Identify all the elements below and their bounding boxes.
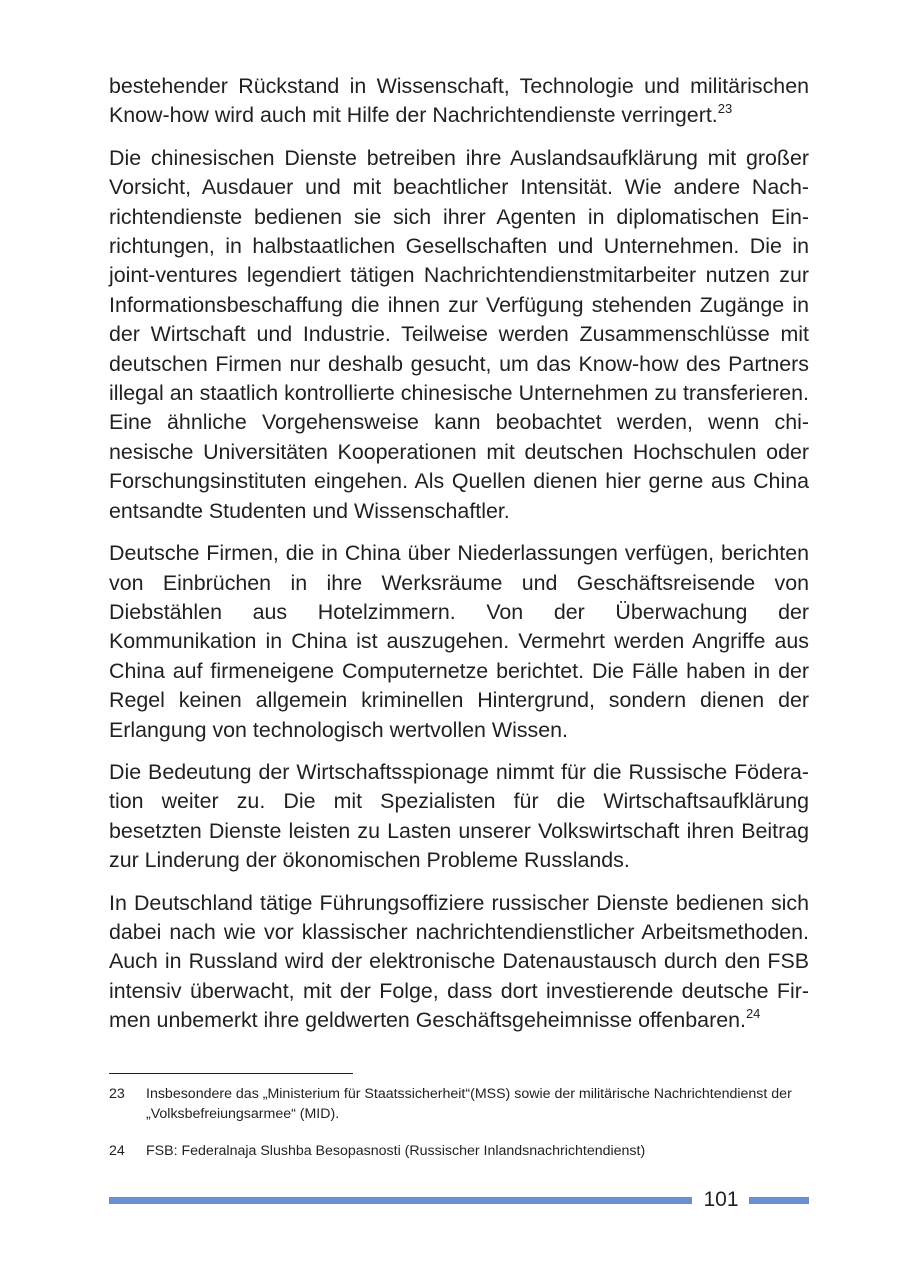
footnote-ref-24: 24 [745, 1006, 761, 1022]
paragraph-1: bestehender Rückstand in Wissenschaft, Technologie und militärischen Know-how wird auch mit Hilfe der Nachrichtendienste verringert.$^{23}$ [109, 74, 809, 128]
footnote-ref-23: 23 [717, 101, 733, 117]
paragraph-2: Die chinesischen Dienste betreiben ihre Auslandsaufklärung mit großer Vorsicht, Ausdauer und mit beachtlicher Intensität. Wie andere Nachrichtendienste bedienen sie sich ihrer Agenten in diplomatischen Einrichtungen, in halbstaatlichen Gesellschaften und Unternehmen. Die in joint-ventures legendiert tätigen Nachrichtendienstmitarbeiter nutzen zur Informationsbeschaffung die ihnen zur Verfügung stehenden Zugänge in der Wirtschaft und Industrie. Teilweise werden Zusammenschlüsse mit deutschen Firmen nur deshalb gesucht, um das Know-how des Partners illegal an staatlich kontrollierte chinesische Unternehmen zu transferieren. Eine ähnliche Vorgehensweise kann beobachtet werden, wenn chinesische Universitäten Kooperationen mit deutschen Hochschulen oder Forschungsinstituten eingehen. Als Quellen dienen hier gerne aus China entsandte Studenten und Wissenschaftler. [109, 145, 809, 523]
footnote-number: 23 [109, 1086, 125, 1102]
footer-bar-left [109, 1197, 692, 1204]
paragraph-3: Deutsche Firmen, die in China über Niederlassungen verfügen, berichten von Einbrüchen in ihre Werksräume und Geschäftsreisende von Diebstählen aus Hotelzimmern. Von der Überwachung der Kommunikation in China ist auszugehen. Vermehrt werden Angriffe aus China auf firmeneigene Computernetze berichtet. Die Fälle haben in der Regel keinen allgemein kriminellen Hintergrund, sondern dienen der Erlangung von technologisch wertvollen Wissen. [109, 541, 809, 742]
paragraph-5: In Deutschland tätige Führungsoffiziere russischer Dienste bedienen sich dabei nach wie vor klassischer nachrichtendienstlicher Arbeitsmethoden. Auch in Russland wird der elektronische Datenaustausch durch den FSB intensiv überwacht, mit der Folge, dass dort investierende deutsche Firmen unbemerkt ihre geldwerten Geschäftsgeheimnisse offenbaren.$^{24}$ [109, 890, 809, 1033]
footnotes [109, 1084, 809, 1178]
footnote-text: Insbesondere das „Ministerium für Staatssicherheit“(MSS) sowie der militärische Nachrichtendienst der „Volksbefreiungsarmee“ (MID). [146, 1086, 792, 1122]
footnote-text: FSB: Federalnaja Slushba Besopasnosti (Russischer Inlandsnachrichtendienst) [146, 1143, 646, 1159]
footnote-divider [109, 1073, 353, 1074]
footnote-24 [109, 1141, 809, 1161]
paragraph-4: Die Bedeutung der Wirtschaftsspionage nimmt für die Russische Föderation weiter zu. Die mit Spezialisten für die Wirtschaftsaufklärung besetzten Dienste leisten zu Lasten unserer Volkswirtschaft ihren Beitrag zur Linderung der ökonomischen Probleme Russlands. [109, 759, 809, 873]
page-footer [109, 1185, 809, 1217]
footnote-23 [109, 1084, 809, 1124]
footnote-number: 24 [109, 1143, 125, 1159]
page-number: 101 [703, 1188, 739, 1211]
footer-bar-right [749, 1197, 809, 1204]
main-text [109, 72, 809, 1049]
